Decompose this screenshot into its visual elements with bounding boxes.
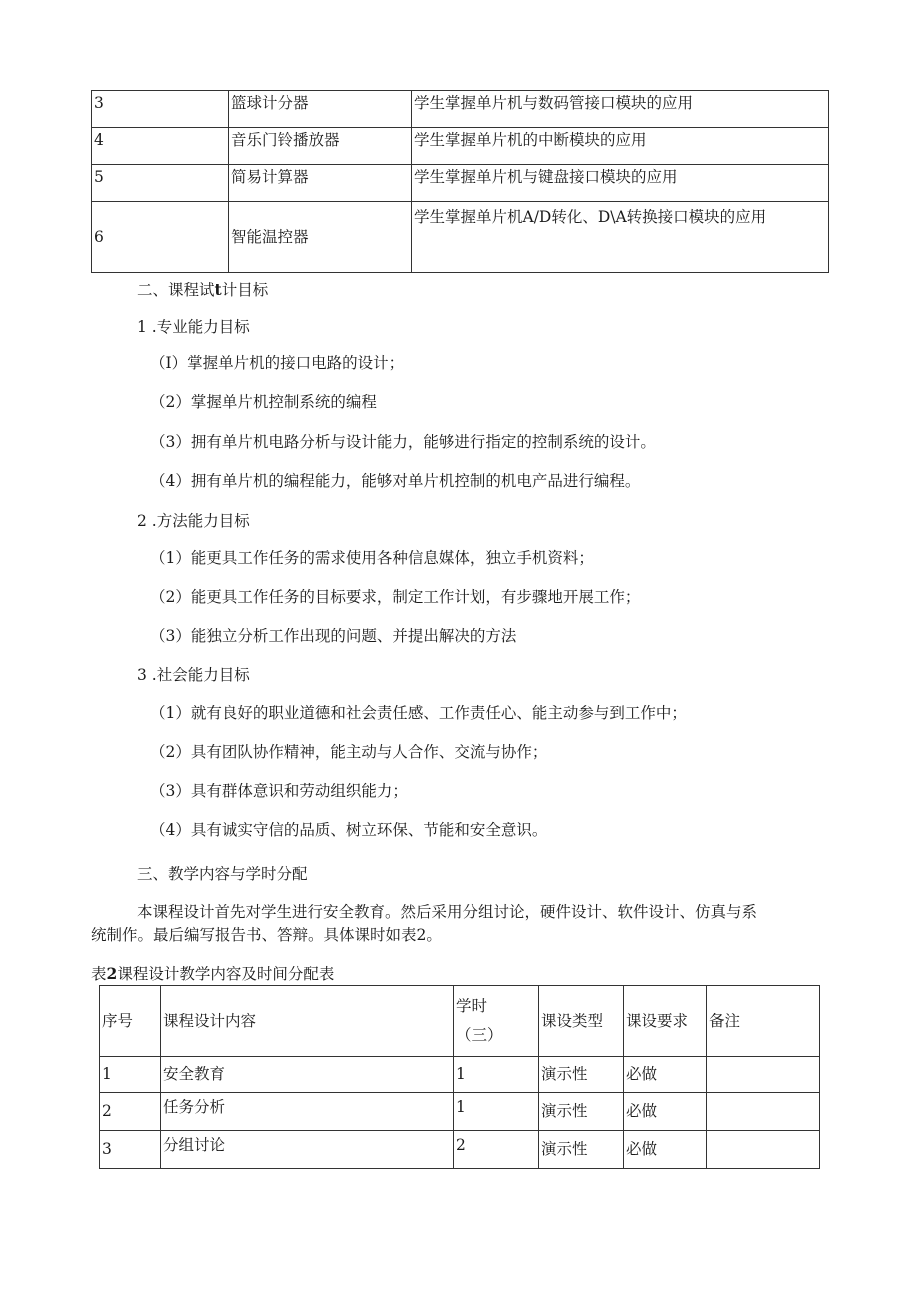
project-goal: 学生掌握单片机的中断模块的应用 — [412, 128, 829, 165]
cell-type: 演示性 — [539, 1131, 624, 1169]
cell-note — [707, 1131, 820, 1169]
cell-hours: 1 — [454, 1057, 539, 1093]
list-item: （I）掌握单片机的接口电路的设计； — [150, 354, 405, 372]
cell-note — [707, 1093, 820, 1131]
table-row — [100, 1057, 820, 1093]
list-item: （3）具有群体意识和劳动组织能力； — [150, 782, 408, 800]
header-type: 课设类型 — [539, 986, 624, 1057]
list-item: （1）就有良好的职业道德和社会责任感、工作责任心、能主动参与到工作中； — [150, 704, 687, 722]
table-row — [92, 202, 829, 273]
cell-content: 任务分析 — [161, 1093, 454, 1131]
subsection-title: 2 .方法能力目标 — [137, 512, 250, 530]
subsection-title: 1 .专业能力目标 — [137, 318, 250, 336]
caption-text: 课程设计教学内容及时间分配表 — [117, 965, 335, 983]
caption-number: 2 — [106, 964, 118, 983]
table-row — [92, 128, 829, 165]
list-item: （2）掌握单片机控制系统的编程 — [150, 393, 377, 411]
header-req: 课设要求 — [624, 986, 707, 1057]
list-item: （1）能更具工作任务的需求使用各种信息媒体，独立手机资料； — [150, 549, 594, 567]
project-table — [91, 90, 829, 273]
list-item: （2）具有团队协作精神，能主动与人合作、交流与协作； — [150, 743, 548, 761]
table-caption — [91, 962, 334, 984]
list-item: （3）拥有单片机电路分析与设计能力，能够进行指定的控制系统的设计。 — [150, 433, 656, 451]
header-content: 课程设计内容 — [161, 986, 454, 1057]
list-item: （2）能更具工作任务的目标要求，制定工作计划，有步骤地开展工作； — [150, 588, 641, 606]
table-row — [92, 91, 829, 128]
row-number: 6 — [92, 202, 229, 273]
cell-hours: 2 — [454, 1131, 539, 1169]
header-note: 备注 — [707, 986, 820, 1057]
project-name: 简易计算器 — [229, 165, 412, 202]
table-row — [100, 1131, 820, 1169]
caption-prefix: 表 — [91, 965, 107, 983]
project-name: 音乐门铃播放器 — [229, 128, 412, 165]
header-hours — [454, 986, 539, 1057]
paragraph-line: 本课程设计首先对学生进行安全教育。然后采用分组讨论，硬件设计、软件设计、仿真与系 — [137, 903, 758, 921]
subsection-title: 3 .社会能力目标 — [137, 666, 250, 684]
header-hours-bottom: （三） — [456, 1026, 503, 1044]
project-name: 智能温控器 — [229, 202, 412, 273]
cell-content: 分组讨论 — [161, 1131, 454, 1169]
cell-type: 演示性 — [539, 1057, 624, 1093]
list-item: （4）具有诚实守信的品质、树立环保、节能和安全意识。 — [150, 821, 548, 839]
paragraph-line: 统制作。最后编写报告书、答辩。具体课时如表2。 — [91, 926, 442, 944]
row-number: 5 — [92, 165, 229, 202]
project-goal: 学生掌握单片机A/D转化、D\A转换接口模块的应用 — [412, 202, 829, 273]
table-header-row — [100, 986, 820, 1057]
cell-note — [707, 1057, 820, 1093]
row-number: 4 — [92, 128, 229, 165]
heading-suffix: 计目标 — [221, 281, 269, 299]
heading-prefix: 二、课程试 — [137, 281, 215, 299]
cell-req: 必做 — [624, 1131, 707, 1169]
cell-no: 2 — [100, 1093, 161, 1131]
cell-type: 演示性 — [539, 1093, 624, 1131]
cell-content: 安全教育 — [161, 1057, 454, 1093]
project-goal: 学生掌握单片机与数码管接口模块的应用 — [412, 91, 829, 128]
cell-hours: 1 — [454, 1093, 539, 1131]
list-item: （3）能独立分析工作出现的问题、并提出解决的方法 — [150, 627, 517, 645]
cell-req: 必做 — [624, 1057, 707, 1093]
section3-heading: 三、教学内容与学时分配 — [137, 865, 308, 883]
project-goal: 学生掌握单片机与键盘接口模块的应用 — [412, 165, 829, 202]
schedule-table — [99, 985, 820, 1169]
table-row — [92, 165, 829, 202]
cell-no: 3 — [100, 1131, 161, 1169]
section2-heading — [137, 278, 268, 300]
row-number: 3 — [92, 91, 229, 128]
list-item: （4）拥有单片机的编程能力，能够对单片机控制的机电产品进行编程。 — [150, 472, 641, 490]
project-name: 篮球计分器 — [229, 91, 412, 128]
header-hours-top: 学时 — [456, 996, 488, 1015]
cell-no: 1 — [100, 1057, 161, 1093]
cell-req: 必做 — [624, 1093, 707, 1131]
table-row — [100, 1093, 820, 1131]
header-no: 序号 — [100, 986, 161, 1057]
heading-bold: t — [214, 280, 222, 299]
